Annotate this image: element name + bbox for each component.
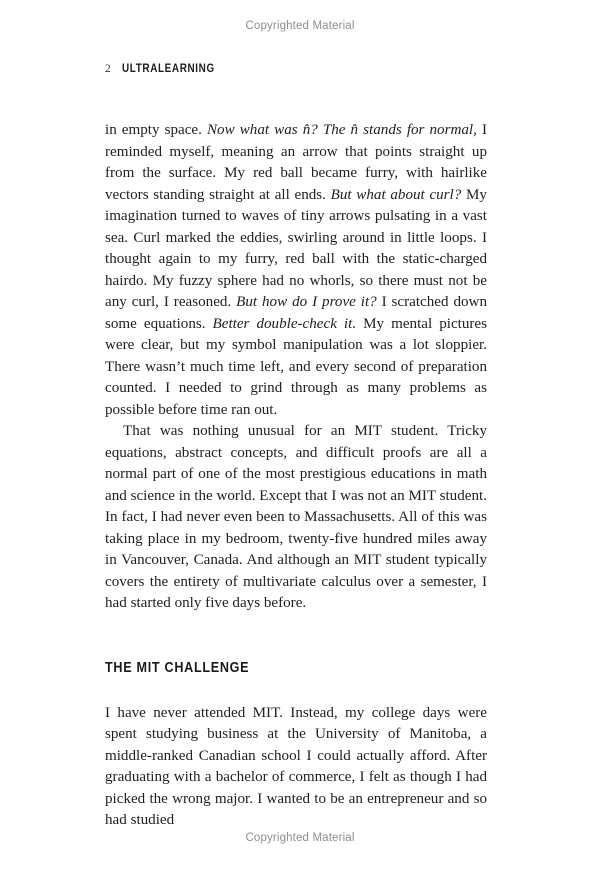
copyright-watermark-top: Copyrighted Material bbox=[245, 20, 355, 32]
paragraph-3: I have never attended MIT. Instead, my college days were spent studying business at the University of Manitoba, a middle-ranked Canadian school I could actually afford. After graduating with a bachelor of commerce, I felt as though I had picked the wrong major. I wanted to be an entrepreneur and so had studied bbox=[105, 704, 487, 828]
paragraph-1-segment-2: I reminded myself, meaning an arrow that points straight up from the surface. My red ball became furry, with hairlike vectors standing straight at all ends. bbox=[105, 122, 487, 203]
paragraph-1-italic-3: But how do I prove it? bbox=[236, 294, 377, 310]
paragraph-1-segment-4: I scratched down some equations. bbox=[105, 294, 487, 332]
paragraph-1-segment-1: in empty space. bbox=[105, 122, 207, 138]
paragraph-1-segment-5: My mental pictures were clear, but my symbol manipulation was a lot sloppier. There wasn’t much time left, and every second of preparation counted. I needed to grind through as many problems as possible before time ran out. bbox=[105, 315, 487, 418]
paragraph-1-italic-1: Now what was n̂? The n̂ stands for normal, bbox=[206, 122, 477, 138]
paragraph-1-italic-2: But what about curl? bbox=[330, 186, 462, 203]
paragraph-1 bbox=[105, 120, 487, 421]
running-head bbox=[105, 63, 230, 75]
text-block bbox=[105, 120, 487, 832]
paragraph-1-italic-4: Better double-check it. bbox=[212, 315, 357, 332]
paragraph-2: That was nothing unusual for an MIT student. Tricky equations, abstract concepts, and difficult proofs are all a normal part of one of the most prestigious educations in math and science in the world. Except that I was not an MIT student. In fact, I had never even been to Massachusetts. All of this was taking place in my bedroom, twenty-five hundred miles away in Vancouver, Canada. And although an MIT student typically covers the entirety of multivariate calculus over a semester, I had started only five days before. bbox=[105, 423, 487, 611]
copyright-watermark-bottom: Copyrighted Material bbox=[245, 832, 355, 844]
running-head-title: ULTRALEARNING bbox=[121, 63, 215, 75]
section-heading: THE MIT CHALLENGE bbox=[105, 659, 250, 676]
paragraph-1-segment-3: My imagination turned to waves of tiny arrows pulsating in a vast sea. Curl marked the eddies, swirling around in little loops. I thought again to my furry, red ball with the static-charged hairdo. My fuzzy sphere had no whorls, so there must not be any curl, I reasoned. bbox=[105, 186, 487, 310]
page-number: 2 bbox=[105, 63, 111, 75]
